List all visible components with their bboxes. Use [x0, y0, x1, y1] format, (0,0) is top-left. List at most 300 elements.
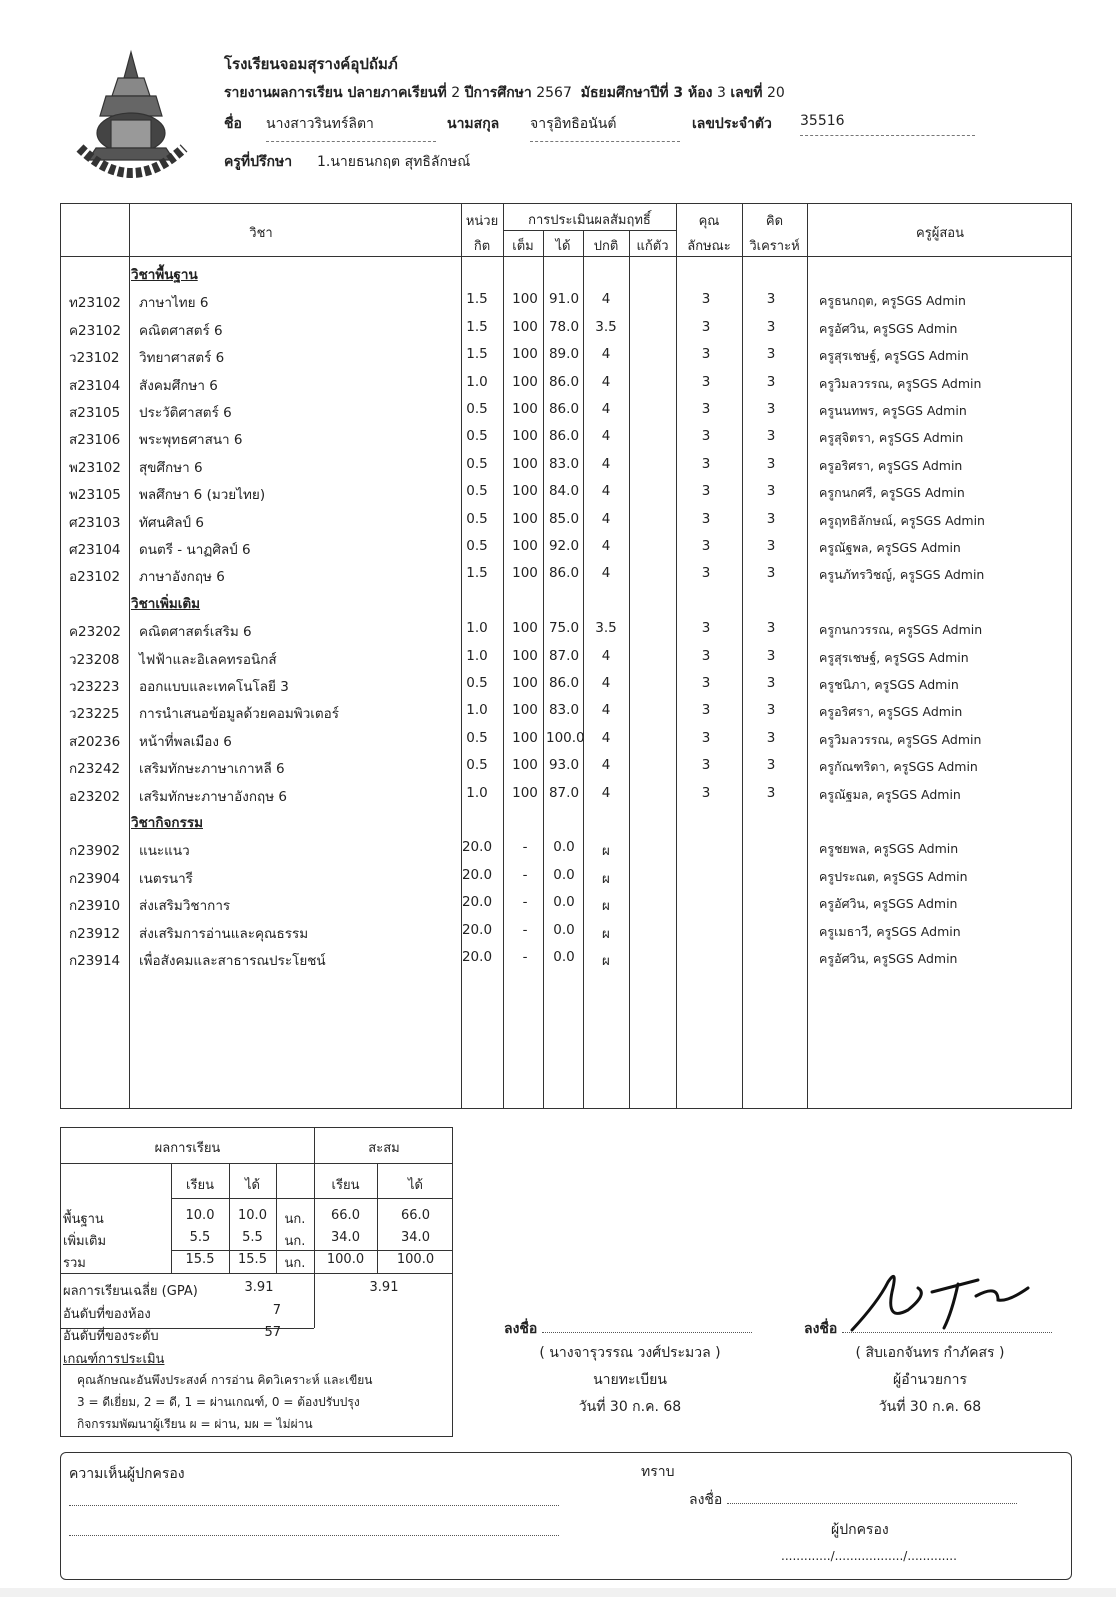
table-row — [61, 944, 1073, 971]
table-row — [61, 834, 1073, 861]
cell-unit: 1.0 — [466, 620, 488, 637]
cell-name: พลศึกษา 6 (มวยไทย) — [139, 487, 266, 504]
cell-name: ประวัติศาสตร์ 6 — [139, 405, 232, 421]
cell-got: 85.0 — [548, 510, 580, 527]
criteria-title: เกณฑ์การประเมิน — [63, 1352, 165, 1367]
summary-unit: นก. — [284, 1212, 306, 1227]
table-row — [61, 752, 1073, 779]
cell-grade: 4 — [601, 702, 611, 719]
cell-grade: ผ — [602, 898, 610, 915]
header-subject: วิชา — [249, 226, 273, 241]
name-label: ชื่อ — [224, 116, 242, 132]
header-normal: ปกติ — [593, 239, 619, 254]
parent-role: ผู้ปกครอง — [831, 1522, 889, 1538]
header-got: ได้ — [555, 239, 571, 254]
summary-acc_got: 100.0 — [396, 1252, 435, 1267]
cell-name: ทัศนศิลป์ 6 — [139, 514, 204, 531]
cell-unit: 0.5 — [466, 455, 488, 472]
cell-teacher: ครูณัฐมล, ครูSGS Admin — [819, 786, 961, 802]
cell-think: 3 — [766, 538, 776, 554]
criteria-line-2: 3 = ดีเยี่ยม, 2 = ดี, 1 = ผ่านเกณฑ์, 0 = ต้องปรับปรุง — [77, 1395, 360, 1409]
no-label: เลขที่ — [730, 85, 763, 101]
cell-char: 3 — [701, 510, 711, 527]
cell-teacher: ครูอริศรา, ครูSGS Admin — [819, 457, 963, 473]
term: 2 — [451, 85, 461, 101]
cell-got: 93.0 — [548, 757, 580, 774]
cell-unit: 1.5 — [466, 318, 488, 335]
surname-label: นามสกุล — [447, 116, 500, 132]
cell-got: 86.0 — [548, 675, 580, 691]
cell-got: 83.0 — [548, 702, 580, 719]
cell-code: ก23912 — [69, 925, 121, 942]
cell-name: แนะแนว — [139, 843, 190, 860]
cell-got: 86.0 — [548, 428, 580, 445]
cell-teacher: ครูอัศวิน, ครูSGS Admin — [819, 896, 958, 912]
summary-learn-header: เรียน — [186, 1178, 214, 1193]
summary-acc_got: 34.0 — [401, 1230, 430, 1245]
director-name: ( สิบเอกจันทร กำภัคสร ) — [855, 1345, 1005, 1361]
cell-teacher: ครูเมธาวี, ครูSGS Admin — [819, 923, 961, 939]
summary-acc_learn: 34.0 — [331, 1230, 360, 1245]
gpa-value: 3.91 — [244, 1280, 274, 1295]
cell-code: พ23102 — [69, 459, 121, 476]
cell-code: ส20236 — [69, 733, 121, 750]
school-emblem-logo — [66, 48, 196, 183]
cell-grade: 4 — [601, 647, 611, 664]
cell-code: ส23104 — [69, 377, 121, 394]
cell-code: ว23225 — [69, 706, 120, 723]
header-char-2: ลักษณะ — [687, 239, 731, 254]
summary-label: พื้นฐาน — [63, 1212, 104, 1227]
summary-got: 15.5 — [238, 1252, 267, 1267]
cell-got: 83.0 — [548, 455, 580, 472]
cell-think: 3 — [766, 483, 776, 500]
cell-code: ค23102 — [69, 322, 121, 339]
student-name: นางสาวรินทร์ลิตา — [266, 113, 436, 142]
registrar-sign-label: ลงชื่อ — [504, 1321, 538, 1337]
cell-full: 100 — [512, 291, 538, 308]
cell-full: 100 — [512, 757, 538, 774]
cell-char: 3 — [701, 620, 711, 637]
cell-grade: 4 — [601, 675, 611, 691]
cell-code: ว23102 — [69, 350, 120, 367]
id-label: เลขประจำตัว — [692, 116, 772, 132]
cell-got: 84.0 — [548, 483, 580, 500]
table-row — [61, 725, 1073, 752]
registrar-sign-line — [504, 1318, 752, 1340]
table-row — [61, 506, 1073, 533]
cell-grade: 3.5 — [595, 620, 617, 637]
summary-box — [60, 1127, 453, 1437]
cell-code: ก23904 — [69, 870, 121, 887]
cell-think: 3 — [766, 318, 776, 335]
parent-sign-line — [689, 1489, 1017, 1511]
cell-name: เนตรนารี — [139, 870, 193, 887]
cell-think: 3 — [766, 565, 776, 582]
advisor-name: 1.นายธนกฤต สุทธิลักษณ์ — [317, 154, 471, 170]
cell-think: 3 — [766, 455, 776, 472]
cell-got: 0.0 — [553, 894, 575, 911]
summary-learn: 10.0 — [185, 1208, 215, 1223]
cell-teacher: ครูกนกศรี, ครูSGS Admin — [819, 485, 965, 501]
cell-got: 78.0 — [548, 318, 580, 335]
cell-grade: 4 — [601, 729, 611, 746]
cell-name: เสริมทักษะภาษาเกาหลี 6 — [139, 761, 285, 778]
cell-unit: 0.5 — [466, 428, 488, 445]
section-title: วิชากิจกรรม — [131, 815, 203, 831]
summary-acc_learn: 100.0 — [326, 1252, 365, 1267]
director-sign-label: ลงชื่อ — [804, 1321, 838, 1337]
parent-ack-label: ทราบ — [641, 1464, 675, 1480]
cell-teacher: ครูชนิภา, ครูSGS Admin — [819, 677, 959, 692]
cell-got: 0.0 — [553, 866, 575, 883]
table-row — [61, 533, 1073, 560]
table-row — [61, 478, 1073, 505]
cell-code: ศ23103 — [69, 514, 121, 531]
cell-teacher: ครูสุจิตรา, ครูSGS Admin — [819, 430, 964, 446]
cell-full: 100 — [512, 401, 538, 417]
page-bottom-strip — [0, 1588, 1116, 1597]
cell-think: 3 — [766, 784, 776, 801]
cell-char: 3 — [701, 565, 711, 582]
cell-char: 3 — [701, 346, 711, 363]
section-title: วิชาเพิ่มเติม — [131, 595, 201, 612]
cell-grade: ผ — [602, 953, 610, 969]
table-row — [61, 451, 1073, 478]
cell-grade: 4 — [601, 565, 611, 582]
cell-unit: 20.0 — [461, 839, 493, 856]
director-role: ผู้อำนวยการ — [893, 1372, 967, 1388]
cell-teacher: ครูนภัทรวิชญ์, ครูSGS Admin — [819, 567, 985, 583]
summary-label: รวม — [63, 1256, 86, 1271]
cell-unit: 1.0 — [466, 647, 488, 664]
cell-full: 100 — [512, 538, 538, 554]
cell-char: 3 — [701, 318, 711, 335]
cell-teacher: ครูอริศรา, ครูSGS Admin — [819, 704, 963, 720]
cell-code: ส23105 — [69, 405, 121, 421]
rank-room-label: อันดับที่ของห้อง — [63, 1307, 151, 1322]
cell-got: 86.0 — [548, 401, 580, 417]
table-row — [61, 780, 1073, 807]
cell-full: 100 — [512, 565, 538, 582]
cell-unit: 20.0 — [461, 866, 493, 883]
advisor-label: ครูที่ปรึกษา — [224, 154, 293, 170]
cell-grade: 4 — [601, 757, 611, 774]
header-teacher: ครูผู้สอน — [916, 226, 964, 241]
cell-grade: ผ — [602, 925, 610, 942]
room: 3 — [716, 85, 726, 101]
gpa-label: ผลการเรียนเฉลี่ย (GPA) — [63, 1284, 198, 1299]
cell-name: สังคมศึกษา 6 — [139, 377, 218, 394]
cell-unit: 1.5 — [466, 565, 488, 582]
cell-full: - — [522, 894, 528, 911]
cell-char: 3 — [701, 784, 711, 801]
cell-char: 3 — [701, 455, 711, 472]
cell-full: - — [522, 949, 528, 965]
cell-unit: 0.5 — [466, 483, 488, 500]
cell-full: - — [522, 839, 528, 856]
summary-acc-learn-header: เรียน — [331, 1178, 360, 1193]
cell-got: 0.0 — [553, 949, 575, 965]
cell-full: 100 — [512, 428, 538, 445]
cell-teacher: ครูนนทพร, ครูSGS Admin — [819, 403, 967, 418]
cell-grade: 4 — [601, 346, 611, 363]
cell-full: 100 — [512, 510, 538, 527]
cell-char: 3 — [701, 675, 711, 691]
cell-name: คณิตศาสตร์เสริม 6 — [139, 624, 252, 641]
table-row — [61, 396, 1073, 423]
cell-got: 100.0 — [546, 729, 585, 746]
registrar-role: นายทะเบียน — [593, 1372, 667, 1388]
cell-grade: 4 — [601, 510, 611, 527]
cell-teacher: ครูกัณฑริดา, ครูSGS Admin — [819, 759, 978, 775]
cell-think: 3 — [766, 620, 776, 637]
cell-code: ก23242 — [69, 761, 121, 778]
cell-name: หน้าที่พลเมือง 6 — [139, 733, 232, 750]
cell-code: อ23202 — [69, 788, 121, 805]
report-title: รายงานผลการเรียน ปลายภาคเรียนที่ — [224, 85, 447, 101]
cell-teacher: ครูณัฐพล, ครูSGS Admin — [819, 540, 961, 555]
cell-code: ก23914 — [69, 953, 121, 969]
cell-name: เพื่อสังคมและสาธารณประโยชน์ — [139, 953, 326, 969]
cell-name: ไฟฟ้าและอิเลคทรอนิกส์ — [139, 651, 277, 668]
cell-teacher: ครูวิมลวรรณ, ครูSGS Admin — [819, 731, 982, 747]
table-row — [61, 615, 1073, 642]
cell-name: ภาษาอังกฤษ 6 — [139, 569, 225, 586]
parent-comment-line-1[interactable] — [69, 1493, 559, 1506]
cell-name: ออกแบบและเทคโนโลยี 3 — [139, 679, 289, 695]
cell-char: 3 — [701, 757, 711, 774]
cell-grade: 3.5 — [595, 318, 617, 335]
cell-think: 3 — [766, 675, 776, 691]
cell-code: ก23910 — [69, 898, 121, 915]
cell-unit: 1.0 — [466, 784, 488, 801]
cell-code: ว23223 — [69, 679, 120, 695]
cell-code: พ23105 — [69, 487, 121, 504]
director-signature — [848, 1262, 1048, 1337]
cell-char: 3 — [701, 729, 711, 746]
cell-got: 0.0 — [553, 921, 575, 938]
cell-name: สุขศึกษา 6 — [139, 459, 203, 476]
year-label: ปีการศึกษา — [464, 85, 532, 101]
registrar-date: วันที่ 30 ก.ค. 68 — [578, 1399, 682, 1415]
summary-acc_got: 66.0 — [401, 1208, 430, 1223]
cell-think: 3 — [766, 647, 776, 664]
table-row — [61, 423, 1073, 450]
cell-teacher: ครูชยพล, ครูSGS Admin — [819, 841, 959, 857]
header-char-1: คุณ — [698, 214, 720, 229]
table-row — [61, 697, 1073, 724]
cell-got: 87.0 — [548, 647, 580, 664]
cell-grade: 4 — [601, 428, 611, 445]
table-row — [61, 670, 1073, 697]
parent-comment-line-2[interactable] — [69, 1523, 559, 1536]
cell-code: ศ23104 — [69, 542, 121, 558]
cell-grade: 4 — [601, 784, 611, 801]
cell-unit: 0.5 — [466, 510, 488, 527]
criteria-line-3: กิจกรรมพัฒนาผู้เรียน ผ = ผ่าน, มผ = ไม่ผ่าน — [77, 1417, 313, 1431]
summary-got-header: ได้ — [245, 1178, 260, 1193]
cell-full: - — [522, 921, 528, 938]
cell-name: ส่งเสริมการอ่านและคุณธรรม — [139, 925, 309, 942]
cell-think: 3 — [766, 510, 776, 527]
cell-got: 87.0 — [548, 784, 580, 801]
cell-full: 100 — [512, 455, 538, 472]
table-row — [61, 314, 1073, 341]
parent-comment-box — [60, 1452, 1072, 1580]
cell-char: 3 — [701, 373, 711, 390]
cell-char: 3 — [701, 538, 711, 554]
cell-got: 86.0 — [548, 373, 580, 390]
cell-teacher: ครูสุรเชษฐ์, ครูSGS Admin — [819, 348, 969, 364]
student-surname: จารุอิทธิอนันต์ — [530, 113, 680, 142]
cell-full: 100 — [512, 702, 538, 719]
cell-char: 3 — [701, 702, 711, 719]
table-row — [61, 643, 1073, 670]
gpa-accum-value: 3.91 — [369, 1280, 399, 1295]
cell-code: ก23902 — [69, 843, 121, 860]
cell-grade: ผ — [602, 870, 610, 887]
cell-code: ส23106 — [69, 432, 121, 449]
summary-accum-title: สะสม — [368, 1141, 400, 1156]
header-think-2: วิเคราะห์ — [749, 239, 800, 254]
header-full: เต็ม — [512, 239, 534, 254]
cell-unit: 1.5 — [466, 346, 488, 363]
cell-unit: 20.0 — [461, 921, 493, 938]
rank-room-value: 7 — [272, 1303, 281, 1318]
cell-code: ว23208 — [69, 651, 120, 668]
cell-got: 86.0 — [548, 565, 580, 582]
cell-teacher: ครูอัศวิน, ครูSGS Admin — [819, 951, 958, 966]
student-no: 20 — [766, 85, 785, 101]
summary-got: 10.0 — [238, 1208, 267, 1223]
cell-teacher: ครูฤทธิลักษณ์, ครูSGS Admin — [819, 512, 985, 528]
table-row — [61, 369, 1073, 396]
cell-char: 3 — [701, 401, 711, 417]
cell-char: 3 — [701, 291, 711, 308]
cell-full: 100 — [512, 483, 538, 500]
cell-unit: 0.5 — [466, 675, 488, 691]
cell-char: 3 — [701, 647, 711, 664]
cell-full: 100 — [512, 620, 538, 637]
cell-unit: 1.0 — [466, 702, 488, 719]
summary-acc-got-header: ได้ — [408, 1178, 423, 1193]
cell-think: 3 — [766, 346, 776, 363]
parent-sign-field[interactable] — [727, 1503, 1017, 1504]
cell-full: 100 — [512, 675, 538, 691]
cell-unit: 0.5 — [466, 729, 488, 746]
cell-name: ส่งเสริมวิชาการ — [139, 898, 231, 915]
cell-code: อ23102 — [69, 569, 121, 586]
cell-char: 3 — [701, 483, 711, 500]
cell-grade: 4 — [601, 538, 611, 554]
cell-think: 3 — [766, 729, 776, 746]
cell-got: 75.0 — [548, 620, 580, 637]
cell-got: 0.0 — [553, 839, 575, 856]
cell-unit: 20.0 — [461, 894, 493, 911]
summary-unit: นก. — [284, 1256, 306, 1271]
cell-name: คณิตศาสตร์ 6 — [139, 322, 223, 339]
header-fix: แก้ตัว — [636, 239, 669, 254]
cell-code: ท23102 — [69, 295, 121, 312]
cell-name: วิทยาศาสตร์ 6 — [139, 350, 225, 367]
cell-full: 100 — [512, 318, 538, 335]
cell-name: ดนตรี - นาฏศิลป์ 6 — [139, 542, 251, 558]
cell-teacher: ครูสุรเชษฐ์, ครูSGS Admin — [819, 649, 969, 665]
registrar-name: ( นางจารุวรรณ วงศ์ประมวล ) — [539, 1345, 721, 1361]
summary-result-title: ผลการเรียน — [154, 1141, 221, 1156]
cell-grade: 4 — [601, 373, 611, 390]
cell-unit: 0.5 — [466, 401, 488, 417]
cell-think: 3 — [766, 702, 776, 719]
summary-label: เพิ่มเติม — [63, 1234, 107, 1249]
summary-learn: 5.5 — [189, 1230, 211, 1245]
cell-full: - — [522, 866, 528, 883]
cell-got: 91.0 — [548, 291, 580, 308]
year: 2567 — [536, 85, 572, 101]
grade-label: มัธยมศึกษาปีที่ 3 ห้อง — [580, 85, 713, 101]
table-row — [61, 862, 1073, 889]
summary-got: 5.5 — [242, 1230, 263, 1245]
cell-name: การนำเสนอข้อมูลด้วยคอมพิวเตอร์ — [139, 706, 340, 723]
cell-full: 100 — [512, 346, 538, 363]
parent-date-line[interactable]: ............./................../............. — [781, 1549, 957, 1563]
cell-got: 89.0 — [548, 346, 580, 363]
cell-full: 100 — [512, 647, 538, 664]
rank-level-value: 57 — [264, 1325, 281, 1340]
header-unit-2: กิต — [473, 239, 491, 254]
cell-think: 3 — [766, 757, 776, 774]
table-row — [61, 341, 1073, 368]
cell-think: 3 — [766, 373, 776, 390]
cell-grade: 4 — [601, 291, 611, 308]
student-id: 35516 — [800, 113, 975, 136]
cell-unit: 1.0 — [466, 373, 488, 390]
cell-char: 3 — [701, 428, 711, 445]
grades-table — [60, 203, 1072, 1109]
header-think-1: คิด — [765, 214, 784, 229]
cell-full: 100 — [512, 729, 538, 746]
cell-teacher: ครูอัศวิน, ครูSGS Admin — [819, 320, 958, 336]
cell-full: 100 — [512, 784, 538, 801]
cell-teacher: ครูธนกฤต, ครูSGS Admin — [819, 293, 966, 309]
table-row — [61, 560, 1073, 587]
cell-unit: 1.5 — [466, 291, 488, 308]
cell-grade: 4 — [601, 483, 611, 500]
cell-name: เสริมทักษะภาษาอังกฤษ 6 — [139, 788, 288, 805]
summary-learn: 15.5 — [185, 1252, 215, 1267]
cell-name: พระพุทธศาสนา 6 — [139, 432, 243, 449]
report-title-line — [224, 82, 785, 104]
rank-level-label: อันดับที่ของระดับ — [63, 1329, 159, 1344]
cell-teacher: ครูกนกวรรณ, ครูSGS Admin — [819, 622, 983, 638]
cell-think: 3 — [766, 428, 776, 445]
section-title: วิชาพื้นฐาน — [131, 267, 198, 283]
table-row — [61, 917, 1073, 944]
school-name: โรงเรียนจอมสุรางค์อุปถัมภ์ — [224, 55, 398, 73]
cell-teacher: ครูประณต, ครูSGS Admin — [819, 868, 968, 884]
cell-think: 3 — [766, 291, 776, 308]
table-row — [61, 889, 1073, 916]
cell-got: 92.0 — [548, 538, 580, 554]
cell-name: ภาษาไทย 6 — [139, 295, 209, 312]
header-unit-1: หน่วย — [465, 214, 499, 229]
cell-unit: 20.0 — [461, 949, 493, 965]
summary-acc_learn: 66.0 — [331, 1208, 360, 1223]
criteria-line-1: คุณลักษณะอันพึงประสงค์ การอ่าน คิดวิเคราะห์ และเขียน — [77, 1373, 373, 1387]
parent-comment-label: ความเห็นผู้ปกครอง — [69, 1466, 185, 1482]
cell-unit: 0.5 — [466, 538, 488, 554]
